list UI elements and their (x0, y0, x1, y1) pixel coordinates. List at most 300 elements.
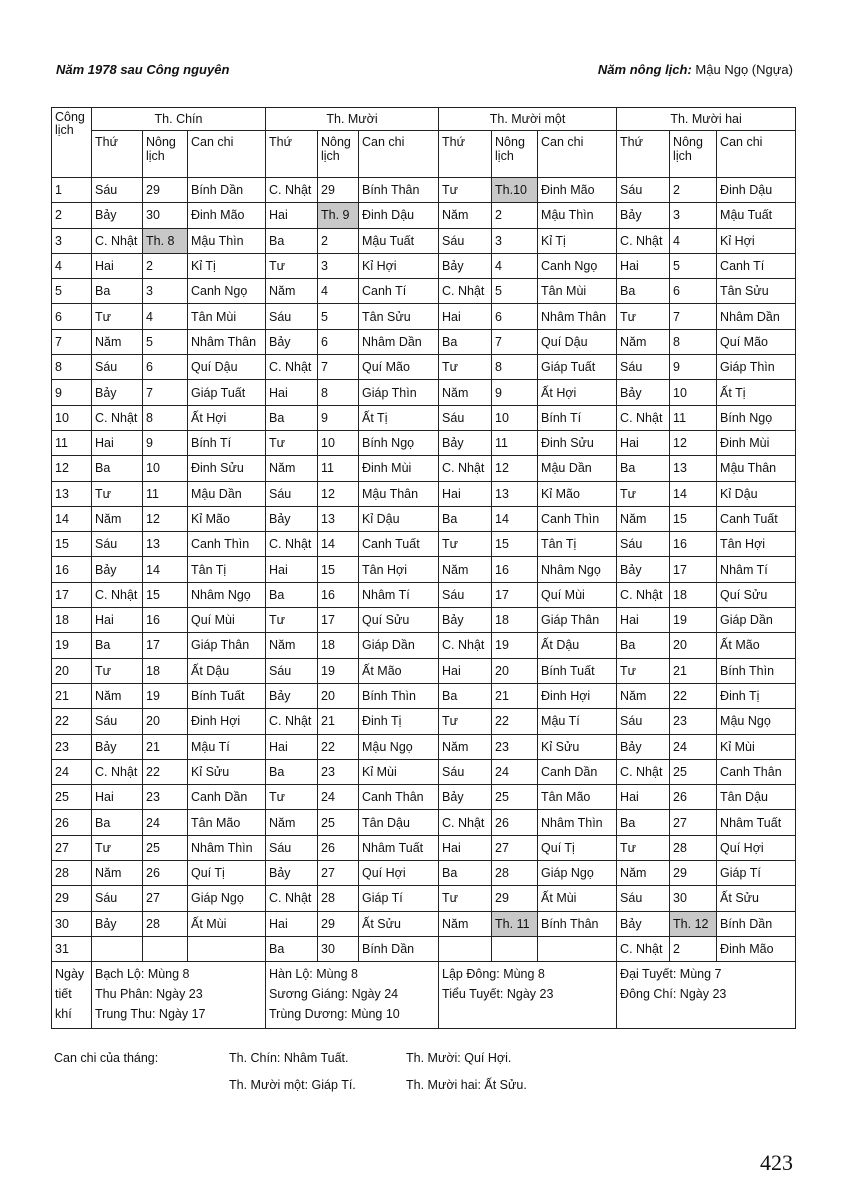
tiet-khi-item: Sương Giáng: Ngày 24 (269, 987, 399, 1002)
table-row (52, 532, 796, 557)
lunar-date: 24 (492, 759, 538, 784)
can-chi: Canh Thân (717, 759, 796, 784)
lunar-date: 27 (670, 810, 717, 835)
lunar-date: 4 (143, 304, 188, 329)
solar-day: 16 (52, 557, 92, 582)
lunar-date: 24 (143, 810, 188, 835)
can-chi: Kỉ Tị (188, 253, 266, 278)
table-row (52, 835, 796, 860)
lunar-date (492, 936, 538, 961)
weekday: Hai (266, 557, 318, 582)
lunar-date: 22 (492, 709, 538, 734)
weekday: Năm (617, 861, 670, 886)
solar-day: 6 (52, 304, 92, 329)
lunar-date: 24 (670, 734, 717, 759)
weekday (439, 936, 492, 961)
weekday: Sáu (266, 481, 318, 506)
lunar-date: 22 (143, 759, 188, 784)
tiet-khi-item: Đông Chí: Ngày 23 (620, 987, 727, 1002)
weekday: Năm (439, 203, 492, 228)
can-chi: Đinh Mùi (717, 430, 796, 455)
weekday: Năm (617, 506, 670, 531)
weekday: Năm (92, 329, 143, 354)
can-chi: Tân Mão (188, 810, 266, 835)
solar-day: 7 (52, 329, 92, 354)
can-chi: Ất Mùi (538, 886, 617, 911)
weekday: Sáu (266, 304, 318, 329)
weekday-header: Thứ (617, 131, 670, 178)
lunar-date: 5 (670, 253, 717, 278)
weekday: Hai (439, 304, 492, 329)
tiet-khi-item: Thu Phân: Ngày 23 (95, 987, 203, 1002)
lunar-date: 4 (318, 279, 359, 304)
solar-day: 5 (52, 279, 92, 304)
weekday: Hai (439, 835, 492, 860)
tiet-khi-item: Trùng Dương: Mùng 10 (269, 1007, 400, 1022)
lunar-date: 30 (670, 886, 717, 911)
lunar-date: 29 (318, 911, 359, 936)
lunar-date: 8 (670, 329, 717, 354)
lunar-date: 19 (318, 658, 359, 683)
can-chi: Quí Mùi (538, 582, 617, 607)
can-chi: Giáp Dần (717, 608, 796, 633)
lunar-date: 27 (143, 886, 188, 911)
lunar-date: 2 (492, 203, 538, 228)
can-chi: Tân Tị (538, 532, 617, 557)
can-chi: Kỉ Hợi (717, 228, 796, 253)
can-chi: Quí Mùi (188, 608, 266, 633)
can-chi: Giáp Tí (359, 886, 439, 911)
lunar-date: 26 (318, 835, 359, 860)
weekday: C. Nhật (266, 355, 318, 380)
lunar-date: 28 (318, 886, 359, 911)
solar-day: 10 (52, 405, 92, 430)
weekday: Sáu (92, 532, 143, 557)
header-right-value: Mậu Ngọ (Ngựa) (695, 62, 793, 77)
table-row (52, 861, 796, 886)
lunar-date: 12 (492, 456, 538, 481)
can-chi: Đinh Mùi (359, 456, 439, 481)
weekday: Ba (266, 582, 318, 607)
solar-day: 24 (52, 759, 92, 784)
lunar-date: Th. 11 (492, 911, 538, 936)
lunar-date: Th.10 (492, 178, 538, 203)
lunar-date: 29 (318, 178, 359, 203)
can-chi: Kỉ Sửu (538, 734, 617, 759)
lunar-date-header: Nông lịch (670, 131, 717, 178)
lunar-date: 8 (143, 405, 188, 430)
footer-month-11: Th. Mười một: Giáp Tí. (229, 1078, 356, 1092)
can-chi: Quí Hợi (359, 861, 439, 886)
can-chi: Tân Dậu (717, 785, 796, 810)
weekday: C. Nhật (617, 759, 670, 784)
weekday: Năm (439, 557, 492, 582)
weekday: Sáu (439, 759, 492, 784)
can-chi: Bính Dần (188, 178, 266, 203)
can-chi: Nhâm Thìn (538, 810, 617, 835)
weekday: Sáu (617, 709, 670, 734)
can-chi: Mậu Thân (717, 456, 796, 481)
can-chi: Ất Mão (717, 633, 796, 658)
weekday: Năm (92, 861, 143, 886)
table-row (52, 633, 796, 658)
weekday: Bảy (92, 557, 143, 582)
solar-day: 22 (52, 709, 92, 734)
lunar-date: 23 (143, 785, 188, 810)
header-left: Năm 1978 sau Công nguyên (56, 62, 230, 77)
can-chi: Quí Mão (359, 355, 439, 380)
weekday: Ba (617, 456, 670, 481)
lunar-date: 21 (492, 683, 538, 708)
table-row (52, 506, 796, 531)
lunar-date: 13 (670, 456, 717, 481)
lunar-date: 15 (492, 532, 538, 557)
can-chi: Canh Thìn (538, 506, 617, 531)
table-row (52, 557, 796, 582)
can-chi: Đinh Hợi (188, 709, 266, 734)
month-header: Th. Mười một (439, 108, 617, 131)
lunar-date: 23 (492, 734, 538, 759)
lunar-date: 11 (143, 481, 188, 506)
can-chi: Tân Mùi (188, 304, 266, 329)
tiet-khi-label: Ngày tiết khí (52, 962, 92, 1029)
lunar-date: 14 (143, 557, 188, 582)
month-header: Th. Mười (266, 108, 439, 131)
weekday: C. Nhật (92, 228, 143, 253)
weekday: Tư (439, 355, 492, 380)
lunar-date: 7 (670, 304, 717, 329)
weekday: Bảy (92, 203, 143, 228)
lunar-date: 3 (492, 228, 538, 253)
tiet-khi-item: Lập Đông: Mùng 8 (442, 967, 545, 982)
weekday (92, 936, 143, 961)
weekday: Hai (617, 430, 670, 455)
can-chi: Đinh Mão (538, 178, 617, 203)
can-chi: Nhâm Thân (538, 304, 617, 329)
can-chi: Ất Sửu (717, 886, 796, 911)
can-chi: Mậu Dần (188, 481, 266, 506)
can-chi: Nhâm Ngọ (538, 557, 617, 582)
tiet-khi-item: Trung Thu: Ngày 17 (95, 1007, 206, 1022)
weekday: Hai (617, 785, 670, 810)
can-chi: Đinh Tị (717, 683, 796, 708)
can-chi: Đinh Mão (188, 203, 266, 228)
weekday: Tư (439, 886, 492, 911)
solar-day: 25 (52, 785, 92, 810)
lunar-date: 9 (143, 430, 188, 455)
can-chi: Quí Tị (538, 835, 617, 860)
weekday: Bảy (617, 380, 670, 405)
lunar-date-header: Nông lịch (492, 131, 538, 178)
lunar-date: 28 (492, 861, 538, 886)
weekday: Bảy (266, 683, 318, 708)
weekday: C. Nhật (266, 178, 318, 203)
table-body (52, 178, 796, 1029)
weekday: Bảy (617, 911, 670, 936)
can-chi: Ất Hợi (538, 380, 617, 405)
lunar-date: 10 (492, 405, 538, 430)
solar-day: 12 (52, 456, 92, 481)
weekday: Năm (266, 810, 318, 835)
solar-day: 18 (52, 608, 92, 633)
can-chi: Nhâm Tí (717, 557, 796, 582)
can-chi: Tân Mão (538, 785, 617, 810)
footer-month-9: Th. Chín: Nhâm Tuất. (229, 1051, 349, 1065)
can-chi: Nhâm Ngọ (188, 582, 266, 607)
weekday: Tư (266, 608, 318, 633)
solar-day: 13 (52, 481, 92, 506)
table-row (52, 709, 796, 734)
weekday: C. Nhật (266, 532, 318, 557)
weekday: Bảy (439, 785, 492, 810)
lunar-date: 29 (670, 861, 717, 886)
tiet-khi-item: Bạch Lộ: Mùng 8 (95, 967, 190, 982)
can-chi: Mậu Thìn (188, 228, 266, 253)
weekday: Sáu (617, 532, 670, 557)
can-chi: Bính Thìn (717, 658, 796, 683)
weekday: Hai (92, 253, 143, 278)
can-chi: Canh Dần (538, 759, 617, 784)
table-row (52, 810, 796, 835)
lunar-date: 11 (318, 456, 359, 481)
lunar-date: 6 (143, 355, 188, 380)
can-chi: Tân Mùi (538, 279, 617, 304)
weekday: Tư (92, 304, 143, 329)
can-chi: Bính Dần (359, 936, 439, 961)
table-row (52, 380, 796, 405)
tiet-khi-row (52, 962, 796, 1029)
lunar-date: 15 (143, 582, 188, 607)
lunar-date: 21 (143, 734, 188, 759)
weekday: Sáu (439, 405, 492, 430)
can-chi: Bính Tuất (188, 683, 266, 708)
tiet-khi-cell (617, 962, 796, 1029)
weekday: Năm (439, 911, 492, 936)
table-row (52, 430, 796, 455)
weekday: Bảy (266, 506, 318, 531)
weekday: C. Nhật (266, 886, 318, 911)
lunar-date: 25 (143, 835, 188, 860)
weekday: Tư (617, 835, 670, 860)
weekday: Bảy (617, 557, 670, 582)
can-chi: Quí Tị (188, 861, 266, 886)
solar-day: 19 (52, 633, 92, 658)
lunar-date: 25 (492, 785, 538, 810)
can-chi: Mậu Thân (359, 481, 439, 506)
lunar-date: 11 (492, 430, 538, 455)
can-chi: Bính Ngọ (717, 405, 796, 430)
weekday: Tư (92, 658, 143, 683)
weekday: Sáu (92, 178, 143, 203)
lunar-date: 20 (318, 683, 359, 708)
can-chi: Tân Hợi (717, 532, 796, 557)
lunar-date: 16 (143, 608, 188, 633)
can-chi: Bính Tuất (538, 658, 617, 683)
can-chi: Nhâm Tuất (359, 835, 439, 860)
lunar-date: 10 (143, 456, 188, 481)
table-row (52, 203, 796, 228)
can-chi: Ất Dậu (538, 633, 617, 658)
can-chi: Nhâm Thìn (188, 835, 266, 860)
tiet-khi-item: Tiểu Tuyết: Ngày 23 (442, 987, 554, 1002)
lunar-date: 6 (318, 329, 359, 354)
solar-day: 28 (52, 861, 92, 886)
solar-day: 26 (52, 810, 92, 835)
lunar-date: 5 (318, 304, 359, 329)
lunar-date (143, 936, 188, 961)
weekday: Tư (92, 481, 143, 506)
weekday: C. Nhật (617, 936, 670, 961)
table-row (52, 683, 796, 708)
can-chi: Giáp Ngọ (538, 861, 617, 886)
solar-day: 11 (52, 430, 92, 455)
lunar-date: 7 (318, 355, 359, 380)
weekday: Bảy (92, 734, 143, 759)
tiet-khi-cell (92, 962, 266, 1029)
weekday: Tư (266, 430, 318, 455)
can-chi: Ất Mùi (188, 911, 266, 936)
weekday: Ba (92, 279, 143, 304)
lunar-date: 23 (318, 759, 359, 784)
weekday: C. Nhật (439, 456, 492, 481)
table-row (52, 759, 796, 784)
can-chi-header: Can chi (717, 131, 796, 178)
can-chi: Ất Mão (359, 658, 439, 683)
tiet-khi-cell (266, 962, 439, 1029)
lunar-date: 2 (670, 178, 717, 203)
lunar-date: 18 (143, 658, 188, 683)
weekday: Sáu (617, 178, 670, 203)
lunar-date: 8 (492, 355, 538, 380)
lunar-date: 22 (670, 683, 717, 708)
can-chi: Bính Thìn (359, 683, 439, 708)
weekday: Tư (92, 835, 143, 860)
weekday: Ba (439, 683, 492, 708)
weekday: Sáu (617, 886, 670, 911)
table-row (52, 405, 796, 430)
lunar-date: 12 (143, 506, 188, 531)
lunar-date: 30 (143, 203, 188, 228)
lunar-date: Th. 12 (670, 911, 717, 936)
weekday: C. Nhật (617, 405, 670, 430)
can-chi: Mậu Dần (538, 456, 617, 481)
solar-day: 27 (52, 835, 92, 860)
lunar-date: 19 (143, 683, 188, 708)
can-chi: Kỉ Sửu (188, 759, 266, 784)
can-chi: Đinh Hợi (538, 683, 617, 708)
weekday: Tư (439, 178, 492, 203)
lunar-date: 11 (670, 405, 717, 430)
can-chi: Tân Hợi (359, 557, 439, 582)
can-chi: Giáp Tuất (188, 380, 266, 405)
lunar-date: 24 (318, 785, 359, 810)
lunar-date-header: Nông lịch (318, 131, 359, 178)
weekday: Ba (92, 810, 143, 835)
can-chi: Canh Tí (717, 253, 796, 278)
can-chi: Nhâm Tuất (717, 810, 796, 835)
weekday: C. Nhật (617, 228, 670, 253)
weekday: Tư (266, 253, 318, 278)
can-chi: Ất Hợi (188, 405, 266, 430)
can-chi: Đinh Dậu (359, 203, 439, 228)
lunar-date: 18 (492, 608, 538, 633)
table-row (52, 582, 796, 607)
lunar-date: 28 (670, 835, 717, 860)
can-chi: Kỉ Mùi (359, 759, 439, 784)
weekday: Sáu (266, 835, 318, 860)
lunar-date: 17 (492, 582, 538, 607)
lunar-date: 13 (318, 506, 359, 531)
weekday: Sáu (266, 658, 318, 683)
can-chi: Canh Tuất (359, 532, 439, 557)
weekday: Hai (92, 608, 143, 633)
weekday: Hai (92, 785, 143, 810)
lunar-date: 27 (318, 861, 359, 886)
can-chi: Giáp Tí (717, 861, 796, 886)
weekday: Ba (92, 633, 143, 658)
weekday: Sáu (439, 582, 492, 607)
lunar-date: 15 (318, 557, 359, 582)
can-chi: Nhâm Dần (359, 329, 439, 354)
weekday: Hai (92, 430, 143, 455)
weekday: Tư (617, 481, 670, 506)
weekday: Năm (266, 279, 318, 304)
lunar-date: 26 (143, 861, 188, 886)
lunar-date: 14 (318, 532, 359, 557)
can-chi: Mậu Ngọ (717, 709, 796, 734)
can-chi: Bính Tí (188, 430, 266, 455)
table-row (52, 456, 796, 481)
solar-day: 20 (52, 658, 92, 683)
can-chi: Tân Sửu (359, 304, 439, 329)
lunar-date: 28 (143, 911, 188, 936)
lunar-date: 20 (670, 633, 717, 658)
weekday: Bảy (439, 608, 492, 633)
table-row (52, 355, 796, 380)
weekday: Hai (617, 253, 670, 278)
can-chi: Nhâm Tí (359, 582, 439, 607)
can-chi: Ất Sửu (359, 911, 439, 936)
lunar-date: 17 (143, 633, 188, 658)
weekday: Hai (439, 481, 492, 506)
weekday-header: Thứ (92, 131, 143, 178)
weekday: Sáu (92, 355, 143, 380)
can-chi: Bính Thân (538, 911, 617, 936)
solar-day: 23 (52, 734, 92, 759)
can-chi: Tân Sửu (717, 279, 796, 304)
weekday: Ba (617, 279, 670, 304)
lunar-date: 5 (143, 329, 188, 354)
solar-day: 21 (52, 683, 92, 708)
weekday: Hai (266, 203, 318, 228)
can-chi (188, 936, 266, 961)
can-chi: Mậu Thìn (538, 203, 617, 228)
weekday: Ba (266, 228, 318, 253)
lunar-date: 27 (492, 835, 538, 860)
lunar-date: 25 (318, 810, 359, 835)
lunar-date: 2 (143, 253, 188, 278)
lunar-date: 2 (318, 228, 359, 253)
weekday: Ba (266, 405, 318, 430)
lunar-date: 7 (492, 329, 538, 354)
can-chi: Kỉ Mão (188, 506, 266, 531)
lunar-date: 29 (492, 886, 538, 911)
weekday: C. Nhật (92, 582, 143, 607)
solar-day: 15 (52, 532, 92, 557)
calendar-table (51, 107, 796, 1029)
lunar-date: 6 (670, 279, 717, 304)
can-chi: Giáp Thìn (717, 355, 796, 380)
